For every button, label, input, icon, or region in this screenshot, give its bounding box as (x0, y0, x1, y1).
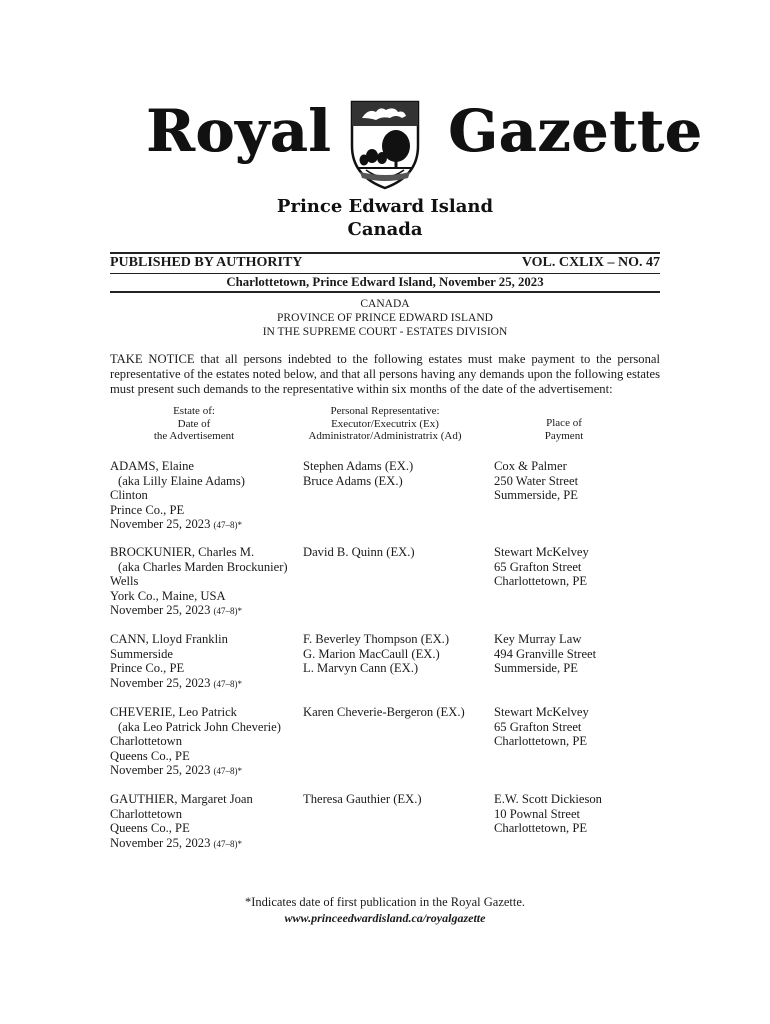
published-by-authority: PUBLISHED BY AUTHORITY (110, 255, 303, 270)
estate-entry (110, 632, 242, 691)
estate-place: Summerside (110, 646, 173, 661)
column-header-payment (494, 417, 634, 442)
estate-payment (494, 632, 596, 676)
representative-name: F. Beverley Thompson (EX.) (303, 632, 450, 646)
representative-name: Stephen Adams (EX.) (303, 459, 414, 473)
footer-url[interactable]: www.princeedwardisland.ca/royalgazette (284, 911, 486, 925)
masthead-title-left: Royal (146, 97, 332, 165)
masthead-subtitle-country: Canada (347, 219, 423, 240)
heading-canada: CANADA (360, 298, 410, 310)
heading-province: PROVINCE OF PRINCE EDWARD ISLAND (277, 312, 493, 324)
footer-note: *Indicates date of first publication in the Royal Gazette. (244, 895, 526, 909)
estate-date-line (110, 763, 281, 779)
estate-name: GAUTHIER, Margaret Joan (110, 792, 253, 806)
estate-representatives (303, 792, 422, 807)
estate-place: Charlottetown (110, 806, 183, 821)
representative-name: David B. Quinn (EX.) (303, 545, 415, 559)
representative-name: Bruce Adams (EX.) (303, 473, 403, 488)
payment-firm: Stewart McKelvey (494, 545, 589, 559)
estate-date: November 25, 2023 (110, 517, 211, 531)
estate-date-line (110, 517, 245, 533)
estate-entry (110, 459, 245, 533)
column-header-line: Payment (544, 429, 584, 442)
estate-region: Prince Co., PE (110, 502, 185, 517)
masthead (0, 92, 770, 192)
estate-mark: (47–8)* (213, 678, 243, 689)
pei-coat-of-arms-icon (346, 98, 424, 190)
payment-city: Charlottetown, PE (494, 821, 588, 835)
estate-name: CHEVERIE, Leo Patrick (110, 705, 237, 719)
representative-name: G. Marion MacCaull (EX.) (303, 646, 440, 661)
representative-name: L. Marvyn Cann (EX.) (303, 661, 419, 675)
estate-date: November 25, 2023 (110, 603, 211, 617)
estate-representatives (303, 705, 465, 720)
estate-date-line (110, 676, 242, 692)
header-rule-middle (110, 273, 660, 274)
column-header-line: Personal Representative: (330, 405, 440, 417)
court-heading (110, 297, 660, 339)
estate-date: November 25, 2023 (110, 675, 211, 690)
estate-payment (494, 459, 578, 503)
payment-city: Summerside, PE (494, 661, 578, 675)
header-rule-bottom (110, 291, 660, 293)
estate-name: BROCKUNIER, Charles M. (110, 545, 255, 559)
column-header-line: Executor/Executrix (Ex) (331, 417, 439, 430)
estate-entry (110, 792, 253, 851)
estate-mark: (47–8)* (213, 520, 243, 530)
estate-aka: (aka Leo Patrick John Cheverie) (118, 719, 281, 734)
estate-entry (110, 545, 288, 619)
estate-mark: (47–8)* (213, 606, 243, 616)
column-header-estate (110, 405, 278, 443)
estate-payment (494, 792, 602, 836)
notice-paragraph: TAKE NOTICE that all persons indebted to the following estates must make payment to the personal representative of the estates noted below, and that all persons having any demands upon the following estates must present such demands to the representative within six months of the date of the advertisement: (110, 352, 661, 396)
estate-mark: (47–8)* (213, 766, 243, 776)
estate-region: Queens Co., PE (110, 821, 190, 835)
estate-aka: (aka Lilly Elaine Adams) (118, 473, 245, 488)
dateline: Charlottetown, Prince Edward Island, November 25, 2023 (226, 275, 544, 289)
estate-date-line (110, 836, 253, 852)
payment-city: Charlottetown, PE (494, 734, 588, 748)
estate-region: Prince Co., PE (110, 661, 185, 675)
representative-name: Karen Cheverie-Bergeron (EX.) (303, 705, 465, 719)
payment-street: 10 Pownal Street (494, 806, 581, 821)
estate-aka: (aka Charles Marden Brockunier) (118, 559, 288, 574)
representative-name: Theresa Gauthier (EX.) (303, 792, 422, 806)
volume-number: VOL. CXLIX – NO. 47 (521, 255, 660, 270)
estate-representatives (303, 545, 415, 560)
estate-place: Charlottetown (110, 734, 183, 748)
column-header-line: Estate of: (173, 405, 215, 417)
estate-payment (494, 545, 589, 589)
estate-entry (110, 705, 281, 779)
estate-mark: (47–8)* (213, 838, 243, 849)
estate-date-line (110, 603, 288, 619)
estate-region: York Co., Maine, USA (110, 588, 226, 603)
payment-firm: Key Murray Law (494, 632, 582, 646)
header-rule-top (110, 252, 660, 254)
column-header-line: Date of (177, 417, 211, 430)
column-header-line: Place of (546, 417, 582, 429)
payment-city: Summerside, PE (494, 488, 578, 502)
payment-firm: E.W. Scott Dickieson (494, 792, 602, 806)
masthead-title-right: Gazette (448, 97, 703, 165)
payment-street: 250 Water Street (494, 473, 579, 488)
estate-place: Clinton (110, 488, 148, 502)
estate-representatives (303, 459, 413, 488)
payment-street: 494 Granville Street (494, 646, 597, 661)
column-header-line: Administrator/Administratrix (Ad) (308, 430, 462, 442)
payment-street: 65 Grafton Street (494, 559, 582, 574)
estate-payment (494, 705, 589, 749)
estate-region: Queens Co., PE (110, 748, 190, 763)
estate-name: ADAMS, Elaine (110, 459, 194, 473)
masthead-subtitle-province: Prince Edward Island (276, 196, 494, 217)
payment-city: Charlottetown, PE (494, 574, 588, 588)
estate-name: CANN, Lloyd Franklin (110, 632, 228, 646)
heading-court: IN THE SUPREME COURT - ESTATES DIVISION (262, 326, 508, 338)
estate-place: Wells (110, 574, 139, 588)
column-header-line: the Advertisement (153, 430, 235, 442)
payment-firm: Stewart McKelvey (494, 705, 589, 719)
payment-street: 65 Grafton Street (494, 719, 582, 734)
column-header-representative (294, 405, 476, 443)
estate-date: November 25, 2023 (110, 835, 211, 850)
payment-firm: Cox & Palmer (494, 459, 567, 473)
estate-representatives (303, 632, 449, 676)
estate-date: November 25, 2023 (110, 763, 211, 777)
